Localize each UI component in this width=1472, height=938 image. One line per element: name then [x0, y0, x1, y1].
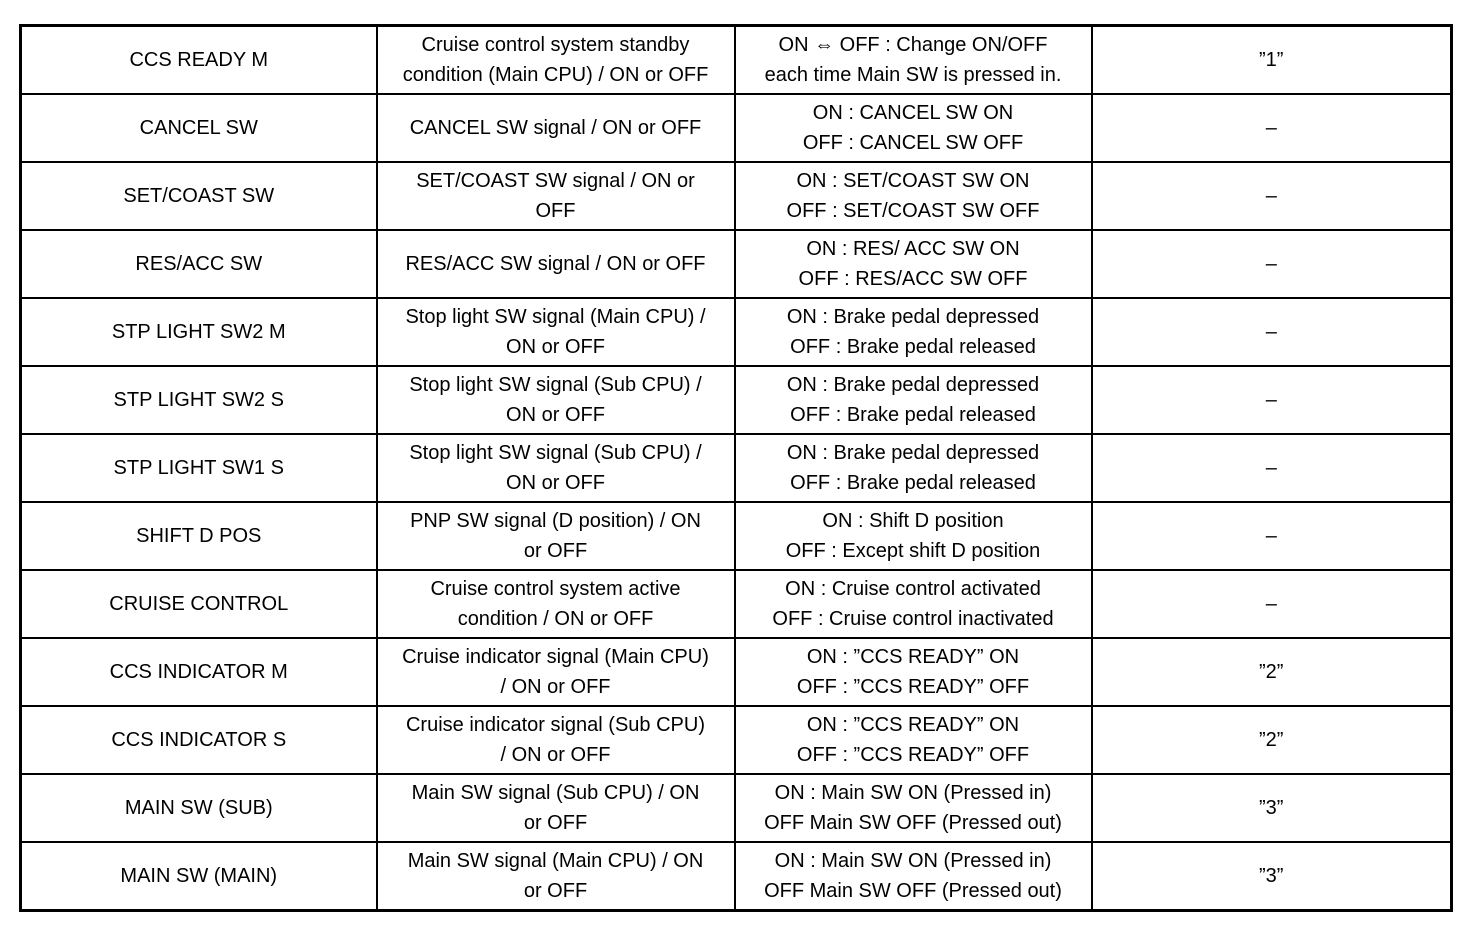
condition-line: ON : Shift D position: [822, 510, 1004, 532]
condition-line: ON : Brake pedal depressed: [786, 442, 1040, 464]
condition-line: ON : SET/COAST SW ON: [796, 170, 1030, 192]
measurement-range-cell: [377, 842, 735, 911]
table-row: [21, 774, 1452, 842]
normal-condition-cell: [735, 434, 1092, 502]
normal-condition-cell: [735, 502, 1092, 570]
normal-condition-cell: [735, 366, 1092, 434]
range-line: ON or OFF: [506, 336, 605, 358]
table-row: [21, 94, 1452, 162]
measurement-range-cell: [377, 230, 735, 298]
condition-line: OFF : Brake pedal released: [790, 404, 1036, 426]
range-line: Main SW signal (Sub CPU) / ON: [411, 782, 700, 804]
data-list-table: [19, 24, 1453, 912]
normal-condition-cell: [735, 638, 1092, 706]
diagnostic-note-cell: ”3”: [1092, 774, 1452, 842]
item-cell: CRUISE CONTROL: [21, 570, 377, 638]
condition-line: OFF : CANCEL SW OFF: [802, 132, 1024, 154]
condition-line: ON : Main SW ON (Pressed in): [774, 850, 1052, 872]
diagnostic-note-cell: –: [1092, 570, 1452, 638]
normal-condition-cell: [735, 774, 1092, 842]
table-row: [21, 26, 1452, 95]
condition-line: OFF : Brake pedal released: [790, 336, 1036, 358]
measurement-range-cell: [377, 434, 735, 502]
condition-line: OFF : ”CCS READY” OFF: [796, 744, 1030, 766]
range-line: Cruise indicator signal (Sub CPU): [405, 714, 705, 736]
range-line: or OFF: [523, 880, 588, 902]
table-row: [21, 434, 1452, 502]
table-row: [21, 230, 1452, 298]
measurement-range-cell: [377, 366, 735, 434]
diagnostic-note-cell: ”2”: [1092, 706, 1452, 774]
condition-line: ON : ”CCS READY” ON: [806, 714, 1020, 736]
item-cell: STP LIGHT SW1 S: [21, 434, 377, 502]
range-line: Cruise indicator signal (Main CPU): [402, 646, 709, 668]
item-cell: MAIN SW (MAIN): [21, 842, 377, 911]
range-line: Stop light SW signal (Main CPU) /: [405, 306, 706, 328]
table-row: [21, 298, 1452, 366]
condition-line: each time Main SW is pressed in.: [764, 64, 1062, 86]
table-body: [21, 26, 1452, 911]
diagnostic-note-cell: –: [1092, 230, 1452, 298]
condition-line: OFF : Except shift D position: [785, 540, 1041, 562]
item-cell: RES/ACC SW: [21, 230, 377, 298]
diagnostic-note-cell: ”1”: [1092, 26, 1452, 95]
range-line: or OFF: [523, 812, 588, 834]
range-line: Cruise control system active: [430, 578, 681, 600]
measurement-range-cell: [377, 706, 735, 774]
condition-line: ON : RES/ ACC SW ON: [806, 238, 1020, 260]
condition-line: OFF : Brake pedal released: [790, 472, 1036, 494]
diagnostic-note-cell: –: [1092, 502, 1452, 570]
table-row: [21, 366, 1452, 434]
condition-line: ON : Brake pedal depressed: [786, 374, 1040, 396]
range-line: condition (Main CPU) / ON or OFF: [402, 64, 709, 86]
range-line: / ON or OFF: [500, 676, 611, 698]
item-cell: CCS INDICATOR M: [21, 638, 377, 706]
range-line: OFF: [535, 200, 576, 222]
condition-line: ON ⇔ OFF : Change ON/OFF: [778, 34, 1048, 56]
range-line: Main SW signal (Main CPU) / ON: [407, 850, 704, 872]
measurement-range-cell: [377, 774, 735, 842]
table-row: [21, 638, 1452, 706]
range-line: condition / ON or OFF: [457, 608, 654, 630]
diagnostic-note-cell: –: [1092, 434, 1452, 502]
range-line: or OFF: [523, 540, 588, 562]
condition-line: ON : ”CCS READY” ON: [806, 646, 1020, 668]
range-line: PNP SW signal (D position) / ON: [410, 510, 701, 532]
item-cell: CCS INDICATOR S: [21, 706, 377, 774]
measurement-range-cell: [377, 162, 735, 230]
range-line: ON or OFF: [506, 404, 605, 426]
condition-line: ON : Main SW ON (Pressed in): [774, 782, 1052, 804]
table-row: [21, 570, 1452, 638]
measurement-range-cell: [377, 502, 735, 570]
range-line: Stop light SW signal (Sub CPU) /: [409, 442, 702, 464]
diagnostic-note-cell: ”3”: [1092, 842, 1452, 911]
table-row: [21, 162, 1452, 230]
item-cell: STP LIGHT SW2 M: [21, 298, 377, 366]
diagnostic-note-cell: –: [1092, 94, 1452, 162]
diagnostic-note-cell: –: [1092, 298, 1452, 366]
condition-line: OFF : ”CCS READY” OFF: [796, 676, 1030, 698]
range-line: / ON or OFF: [500, 744, 611, 766]
diagnostic-note-cell: –: [1092, 366, 1452, 434]
normal-condition-cell: [735, 162, 1092, 230]
condition-line: OFF Main SW OFF (Pressed out): [764, 880, 1062, 902]
range-line: Cruise control system standby: [421, 34, 690, 56]
item-cell: MAIN SW (SUB): [21, 774, 377, 842]
range-line: CANCEL SW signal / ON or OFF: [409, 117, 702, 139]
normal-condition-cell: [735, 230, 1092, 298]
normal-condition-cell: [735, 842, 1092, 911]
measurement-range-cell: [377, 298, 735, 366]
measurement-range-cell: [377, 638, 735, 706]
condition-line: ON : Cruise control activated: [785, 578, 1041, 600]
measurement-range-cell: [377, 94, 735, 162]
normal-condition-cell: [735, 298, 1092, 366]
item-cell: STP LIGHT SW2 S: [21, 366, 377, 434]
condition-line: ON : CANCEL SW ON: [812, 102, 1014, 124]
condition-line: ON : Brake pedal depressed: [786, 306, 1040, 328]
table-row: [21, 842, 1452, 911]
diagnostic-note-cell: ”2”: [1092, 638, 1452, 706]
condition-line: OFF : Cruise control inactivated: [772, 608, 1054, 630]
item-cell: SET/COAST SW: [21, 162, 377, 230]
condition-line: OFF : SET/COAST SW OFF: [786, 200, 1040, 222]
condition-line: OFF : RES/ACC SW OFF: [798, 268, 1028, 290]
normal-condition-cell: [735, 706, 1092, 774]
measurement-range-cell: [377, 26, 735, 95]
range-line: SET/COAST SW signal / ON or: [416, 170, 695, 192]
condition-line: OFF Main SW OFF (Pressed out): [764, 812, 1062, 834]
normal-condition-cell: [735, 94, 1092, 162]
table-row: [21, 706, 1452, 774]
item-cell: CCS READY M: [21, 26, 377, 95]
measurement-range-cell: [377, 570, 735, 638]
range-line: RES/ACC SW signal / ON or OFF: [405, 253, 706, 275]
item-cell: SHIFT D POS: [21, 502, 377, 570]
range-line: Stop light SW signal (Sub CPU) /: [409, 374, 702, 396]
range-line: ON or OFF: [506, 472, 605, 494]
item-cell: CANCEL SW: [21, 94, 377, 162]
normal-condition-cell: [735, 570, 1092, 638]
table-row: [21, 502, 1452, 570]
normal-condition-cell: [735, 26, 1092, 95]
diagnostic-note-cell: –: [1092, 162, 1452, 230]
